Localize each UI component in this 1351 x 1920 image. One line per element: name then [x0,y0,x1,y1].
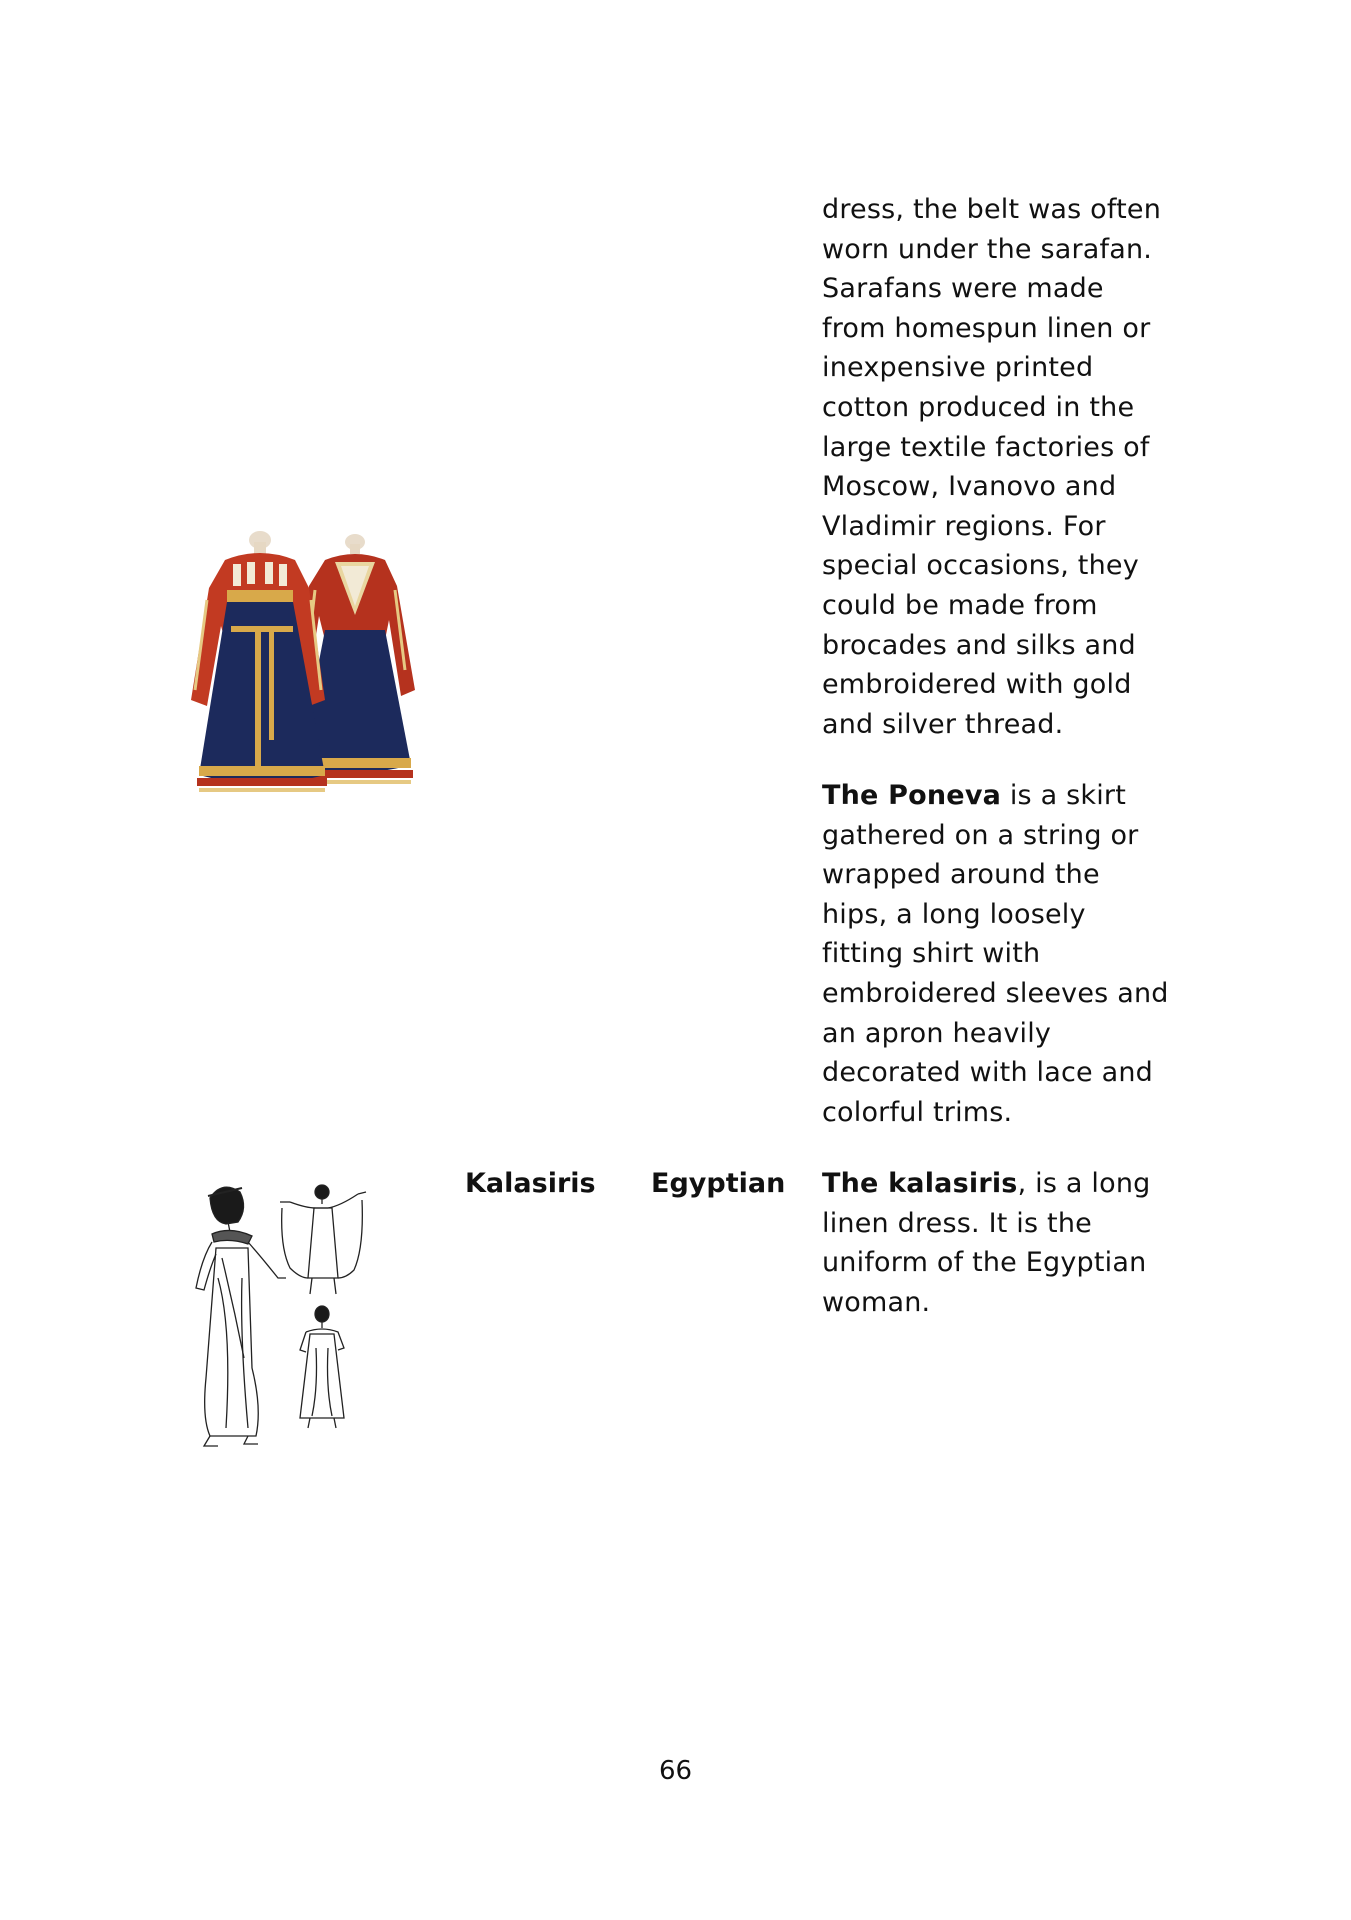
text-line: worn under the sarafan. [822,233,1153,265]
egyptian-figure-arms-raised [280,1185,366,1294]
text-line: and silver thread. [822,708,1064,740]
page-number: 66 [658,1756,693,1786]
text-line: Sarafans were made [822,273,1104,305]
text-line: fitting shirt with [822,938,1041,970]
egyptian-woman-figure-large [196,1187,286,1446]
kalasiris-illustration [182,1178,387,1453]
text-line: uniform of the Egyptian [822,1247,1147,1279]
poneva-first-line-rest: is a skirt [1001,780,1126,811]
text-line [822,776,1182,816]
text-line: woman. [822,1286,931,1318]
text-line: linen dress. It is the [822,1207,1092,1239]
text-line: colorful trims. [822,1096,1013,1128]
text-line: could be made from [822,589,1098,621]
egyptian-figure-small [300,1306,344,1428]
poneva-term: The Poneva [822,780,1002,811]
text-line: Moscow, Ivanovo and [822,471,1117,503]
kalasiris-description-paragraph [822,1164,1182,1322]
text-line: inexpensive printed [822,352,1094,384]
poneva-description-paragraph [822,776,1182,1132]
text-line: from homespun linen or [822,312,1151,344]
text-line: embroidered with gold [822,669,1132,701]
kalasiris-first-line-rest: , is a long [1017,1168,1151,1199]
text-line: wrapped around the [822,859,1100,891]
costume-name-kalasiris: Kalasiris [465,1168,596,1199]
text-line [822,1164,1182,1204]
kalasiris-term: The kalasiris [822,1168,1018,1199]
sarafan-description-paragraph [822,190,1182,744]
costume-origin-egyptian: Egyptian [651,1168,786,1199]
text-line: an apron heavily [822,1017,1052,1049]
text-line: embroidered sleeves and [822,977,1169,1009]
sarafan-dresses-illustration [185,530,435,800]
text-line: cotton produced in the [822,391,1135,423]
kalasiris-line-drawing-image [182,1178,387,1453]
text-line: decorated with lace and [822,1057,1154,1089]
text-line: dress, the belt was often [822,194,1162,225]
text-line: gathered on a string or [822,819,1139,851]
text-line: Vladimir regions. For [822,510,1106,542]
text-line: hips, a long loosely [822,898,1086,930]
sarafan-dresses-image [185,530,435,800]
text-line: special occasions, they [822,550,1139,582]
text-line: brocades and silks and [822,629,1136,661]
text-line: large textile factories of [822,431,1150,463]
sarafan-dress-left [191,531,327,792]
